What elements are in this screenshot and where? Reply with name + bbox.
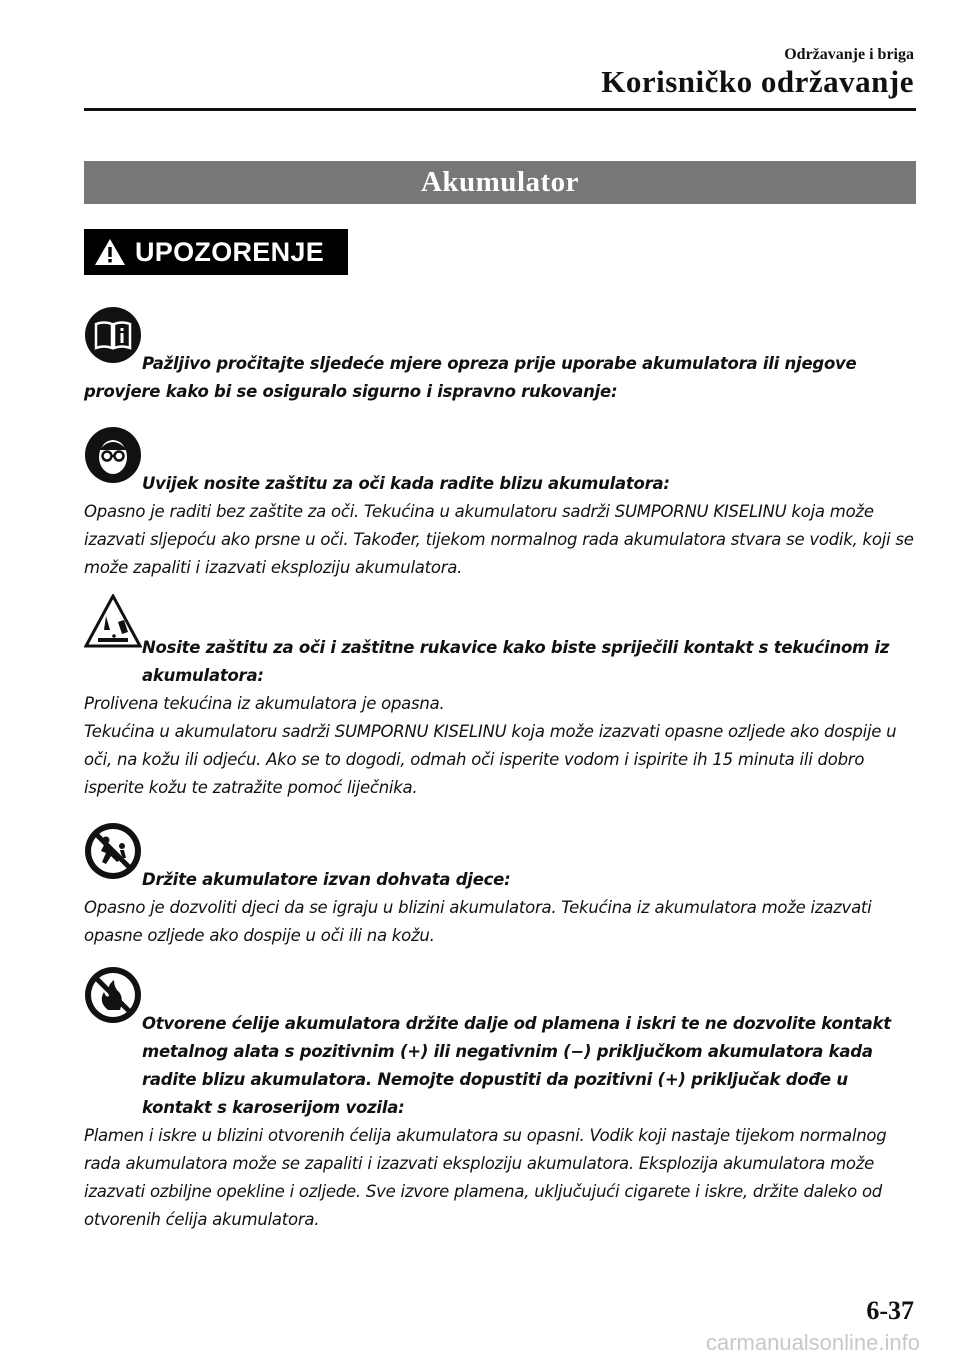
corrosive-icon bbox=[84, 594, 142, 648]
item-heading: Otvorene ćelije akumulatora držite dalje od plamena i iskri te ne dozvolite kontakt metalnog alata s pozitivnim (+) ili negativnim (−) priključkom akumulatora kada radite blizu akumulatora. Nemojte dopustiti da pozitivni (+) priključak dođe u kontakt s karoserijom vozila: bbox=[142, 1014, 891, 1117]
item-body: Tekućina u akumulatoru sadrži SUMPORNU KISELINU koja može izazvati opasne ozljede ako dospije u oči, na kožu ili odjeću. Ako se to dogodi, odmah oči isperite vodom i ispirite ih 15 minuta ili dobro isperite kožu te zatražite pomoć liječnika. bbox=[84, 722, 897, 797]
caution-item bbox=[84, 966, 916, 1234]
warning-triangle-icon bbox=[94, 238, 126, 266]
caution-item bbox=[84, 306, 916, 406]
item-body: Opasno je dozvoliti djeci da se igraju u blizini akumulatora. Tekućina iz akumulatora može izazvati opasne ozljede ako dospije u oči ili na kožu. bbox=[84, 898, 872, 945]
warning-box bbox=[84, 229, 348, 275]
caution-item bbox=[84, 822, 916, 950]
item-body: Plamen i iskre u blizini otvorenih ćelija akumulatora su opasni. Vodik koji nastaje tijekom normalnog rada akumulatora može se zapaliti i izazvati eksploziju akumulatora. Eksplozija akumulatora može izazvati ozbiljne opekline i ozljede. Sve izvore plamena, uključujući cigarete i iskre, držite daleko od otvorenih ćelija akumulatora. bbox=[84, 1126, 887, 1229]
warning-label: UPOZORENJE bbox=[135, 236, 325, 267]
item-body: Opasno je raditi bez zaštite za oči. Tekućina u akumulatoru sadrži SUMPORNU KISELINU koja može izazvati sljepoću ako prsne u oči. Također, tijekom normalnog rada akumulatora stvara se vodik, koji se može zapaliti i izazvati eksploziju akumulatora. bbox=[84, 502, 914, 577]
page-number: 6-37 bbox=[866, 1296, 914, 1325]
section-title: Održavanje i briga bbox=[784, 46, 914, 63]
item-heading: Nosite zaštitu za oči i zaštitne rukavice kako biste spriječili kontakt s tekućinom iz akumulatora: bbox=[142, 638, 890, 685]
item-heading: Uvijek nosite zaštitu za oči kada radite blizu akumulatora: bbox=[142, 474, 670, 493]
topic-banner: Akumulator bbox=[84, 161, 916, 204]
item-heading: Držite akumulatore izvan dohvata djece: bbox=[142, 870, 511, 889]
caution-item bbox=[84, 594, 916, 802]
item-body: Prolivena tekućina iz akumulatora je opasna. bbox=[84, 694, 445, 713]
item-heading: Pažljivo pročitajte sljedeće mjere opreza prije uporabe akumulatora ili njegove provjere kako bi se osiguralo sigurno i ispravno rukovanje: bbox=[84, 354, 857, 401]
caution-item bbox=[84, 426, 916, 582]
header-rule bbox=[84, 108, 916, 111]
watermark: carmanualsonline.info bbox=[705, 1330, 920, 1355]
chapter-title: Korisničko održavanje bbox=[601, 64, 914, 99]
